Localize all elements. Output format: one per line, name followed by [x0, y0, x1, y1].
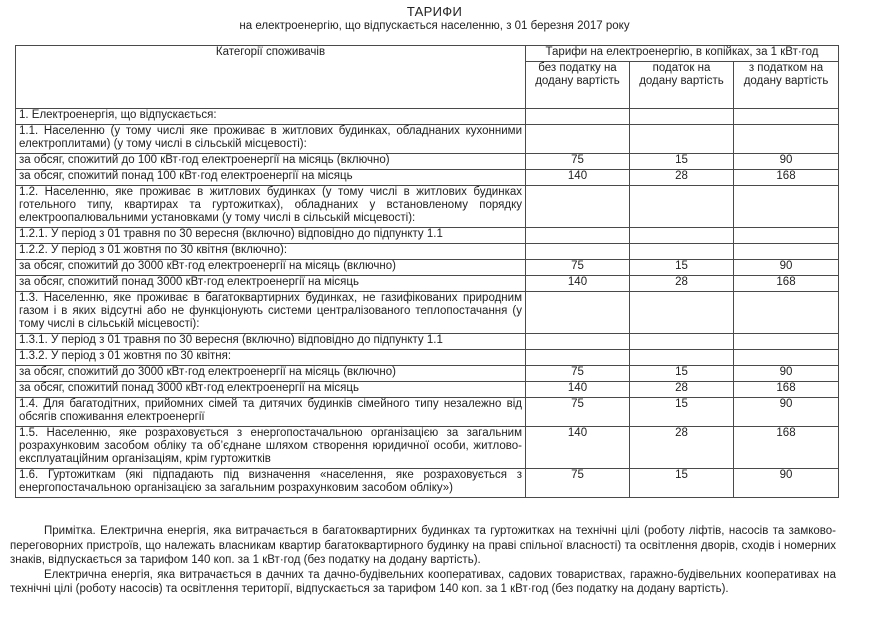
- table-row: [16, 170, 839, 186]
- tariffs-table: [15, 45, 839, 498]
- row-category: 1.3.2. У період з 01 жовтня по 30 квітня:: [16, 350, 526, 366]
- table-row: [16, 186, 839, 228]
- row-without-vat: 75: [526, 469, 630, 498]
- table-row: [16, 334, 839, 350]
- table-row: [16, 398, 839, 427]
- row-category: за обсяг, спожитий до 3000 кВт·год електроенергії на місяць (включно): [16, 366, 526, 382]
- row-without-vat: 140: [526, 382, 630, 398]
- row-without-vat: [526, 186, 630, 228]
- table-row: [16, 109, 839, 125]
- row-category: за обсяг, спожитий до 100 кВт·год електроенергії на місяць (включно): [16, 154, 526, 170]
- row-vat: [630, 334, 734, 350]
- table-row: [16, 276, 839, 292]
- row-without-vat: [526, 244, 630, 260]
- row-category: 1. Електроенергія, що відпускається:: [16, 109, 526, 125]
- row-with-vat: [734, 186, 839, 228]
- row-with-vat: [734, 228, 839, 244]
- column-header-with-vat: з податком на додану вартість: [734, 62, 839, 109]
- row-without-vat: [526, 228, 630, 244]
- row-with-vat: 90: [734, 154, 839, 170]
- row-category: 1.6. Гуртожиткам (які підпадають під визначення «населення, яке розраховується з енергопостачальною організацією за загальним розрахунковим засобом обліку»): [16, 469, 526, 498]
- table-row: [16, 244, 839, 260]
- row-with-vat: [734, 109, 839, 125]
- row-category: 1.5. Населенню, яке розраховується з енергопостачальною організацією за загальним розрахунковим засобом обліку та об’єднане шляхом створення юридичної особи, житлово-експлуатаційним організаціям, крім гуртожитків: [16, 427, 526, 469]
- row-without-vat: 75: [526, 398, 630, 427]
- row-vat: 15: [630, 260, 734, 276]
- row-with-vat: 90: [734, 398, 839, 427]
- row-vat: [630, 244, 734, 260]
- row-without-vat: 75: [526, 154, 630, 170]
- row-without-vat: [526, 125, 630, 154]
- row-without-vat: 140: [526, 170, 630, 186]
- table-row: [16, 292, 839, 334]
- row-vat: 15: [630, 398, 734, 427]
- row-category: 1.2. Населенню, яке проживає в житлових будинках (у тому числі в житлових будинках готельного типу, квартирах та гуртожитках), обладнаних у встановленому порядку електроопалювальними установками (у тому числі в сільській місцевості):: [16, 186, 526, 228]
- row-with-vat: 90: [734, 260, 839, 276]
- column-header-tariff-group: Тарифи на електроенергію, в копійках, за 1 кВт·год: [526, 46, 839, 62]
- notes-section: [10, 524, 836, 597]
- column-header-without-vat: без податку на додану вартість: [526, 62, 630, 109]
- row-category: 1.1. Населенню (у тому числі яке проживає в житлових будинках, обладнаних кухонними електроплитами) (у тому числі в сільській місцевості):: [16, 125, 526, 154]
- row-category: за обсяг, спожитий понад 3000 кВт·год електроенергії на місяць: [16, 382, 526, 398]
- table-row: [16, 469, 839, 498]
- row-category: за обсяг, спожитий понад 100 кВт·год електроенергії на місяць: [16, 170, 526, 186]
- row-vat: 28: [630, 170, 734, 186]
- column-header-category: Категорії споживачів: [16, 46, 526, 109]
- row-with-vat: 168: [734, 427, 839, 469]
- row-without-vat: 140: [526, 427, 630, 469]
- note-paragraph-2: Електрична енергія, яка витрачається в дачних та дачно-будівельних кооперативах, садових товариствах, гаражно-будівельних кооперативах на технічні цілі (роботу насосів) та освітлення території, відпускається за тарифом 140 коп. за 1 кВт·год (без податку на додану вартість).: [10, 568, 836, 595]
- row-vat: [630, 186, 734, 228]
- row-vat: [630, 109, 734, 125]
- note-paragraph-1: Примітка. Електрична енергія, яка витрачається в багатоквартирних будинках та гуртожитках на технічні цілі (роботу ліфтів, насосів та замково-переговорних пристроїв, що належать власникам квартир багатоквартирного будинку на праві спільної власності) та освітлення дворів, сходів і номерних знаків, відпускається за тарифом 140 коп. за 1 кВт·год (без податку на додану вартість).: [10, 525, 836, 566]
- document-title: ТАРИФИ: [406, 4, 463, 19]
- table-row: [16, 366, 839, 382]
- row-vat: 28: [630, 427, 734, 469]
- row-vat: [630, 350, 734, 366]
- row-category: 1.3.1. У період з 01 травня по 30 вересня (включно) відповідно до підпункту 1.1: [16, 334, 526, 350]
- table-row: [16, 382, 839, 398]
- row-with-vat: [734, 292, 839, 334]
- row-vat: 28: [630, 382, 734, 398]
- row-with-vat: [734, 125, 839, 154]
- row-without-vat: 75: [526, 366, 630, 382]
- row-without-vat: 75: [526, 260, 630, 276]
- column-header-vat: податок на додану вартість: [630, 62, 734, 109]
- row-vat: 15: [630, 366, 734, 382]
- row-category: 1.2.2. У період з 01 жовтня по 30 квітня (включно):: [16, 244, 526, 260]
- row-vat: [630, 125, 734, 154]
- row-with-vat: 90: [734, 469, 839, 498]
- table-row: [16, 427, 839, 469]
- row-vat: 15: [630, 469, 734, 498]
- row-category: за обсяг, спожитий понад 3000 кВт·год електроенергії на місяць: [16, 276, 526, 292]
- row-with-vat: 168: [734, 170, 839, 186]
- row-with-vat: [734, 350, 839, 366]
- row-vat: [630, 228, 734, 244]
- row-with-vat: [734, 334, 839, 350]
- row-without-vat: [526, 334, 630, 350]
- row-with-vat: 168: [734, 276, 839, 292]
- row-category: 1.3. Населенню, яке проживає в багатоквартирних будинках, не газифікованих природним газом і в яких відсутні або не функціонують системи централізованого теплопостачання (у тому числі в сільській місцевості):: [16, 292, 526, 334]
- row-vat: [630, 292, 734, 334]
- row-without-vat: [526, 350, 630, 366]
- table-row: [16, 154, 839, 170]
- row-category: 1.2.1. У період з 01 травня по 30 вересня (включно) відповідно до підпункту 1.1: [16, 228, 526, 244]
- row-without-vat: [526, 292, 630, 334]
- row-category: за обсяг, спожитий до 3000 кВт·год електроенергії на місяць (включно): [16, 260, 526, 276]
- row-with-vat: [734, 244, 839, 260]
- row-without-vat: [526, 109, 630, 125]
- row-without-vat: 140: [526, 276, 630, 292]
- table-row: [16, 125, 839, 154]
- row-vat: 15: [630, 154, 734, 170]
- row-vat: 28: [630, 276, 734, 292]
- row-with-vat: 168: [734, 382, 839, 398]
- row-with-vat: 90: [734, 366, 839, 382]
- table-row: [16, 260, 839, 276]
- document-subtitle: на електроенергію, що відпускається населенню, з 01 березня 2017 року: [239, 20, 630, 32]
- table-row: [16, 350, 839, 366]
- row-category: 1.4. Для багатодітних, прийомних сімей та дитячих будинків сімейного типу незалежно від обсягів споживання електроенергії: [16, 398, 526, 427]
- table-row: [16, 228, 839, 244]
